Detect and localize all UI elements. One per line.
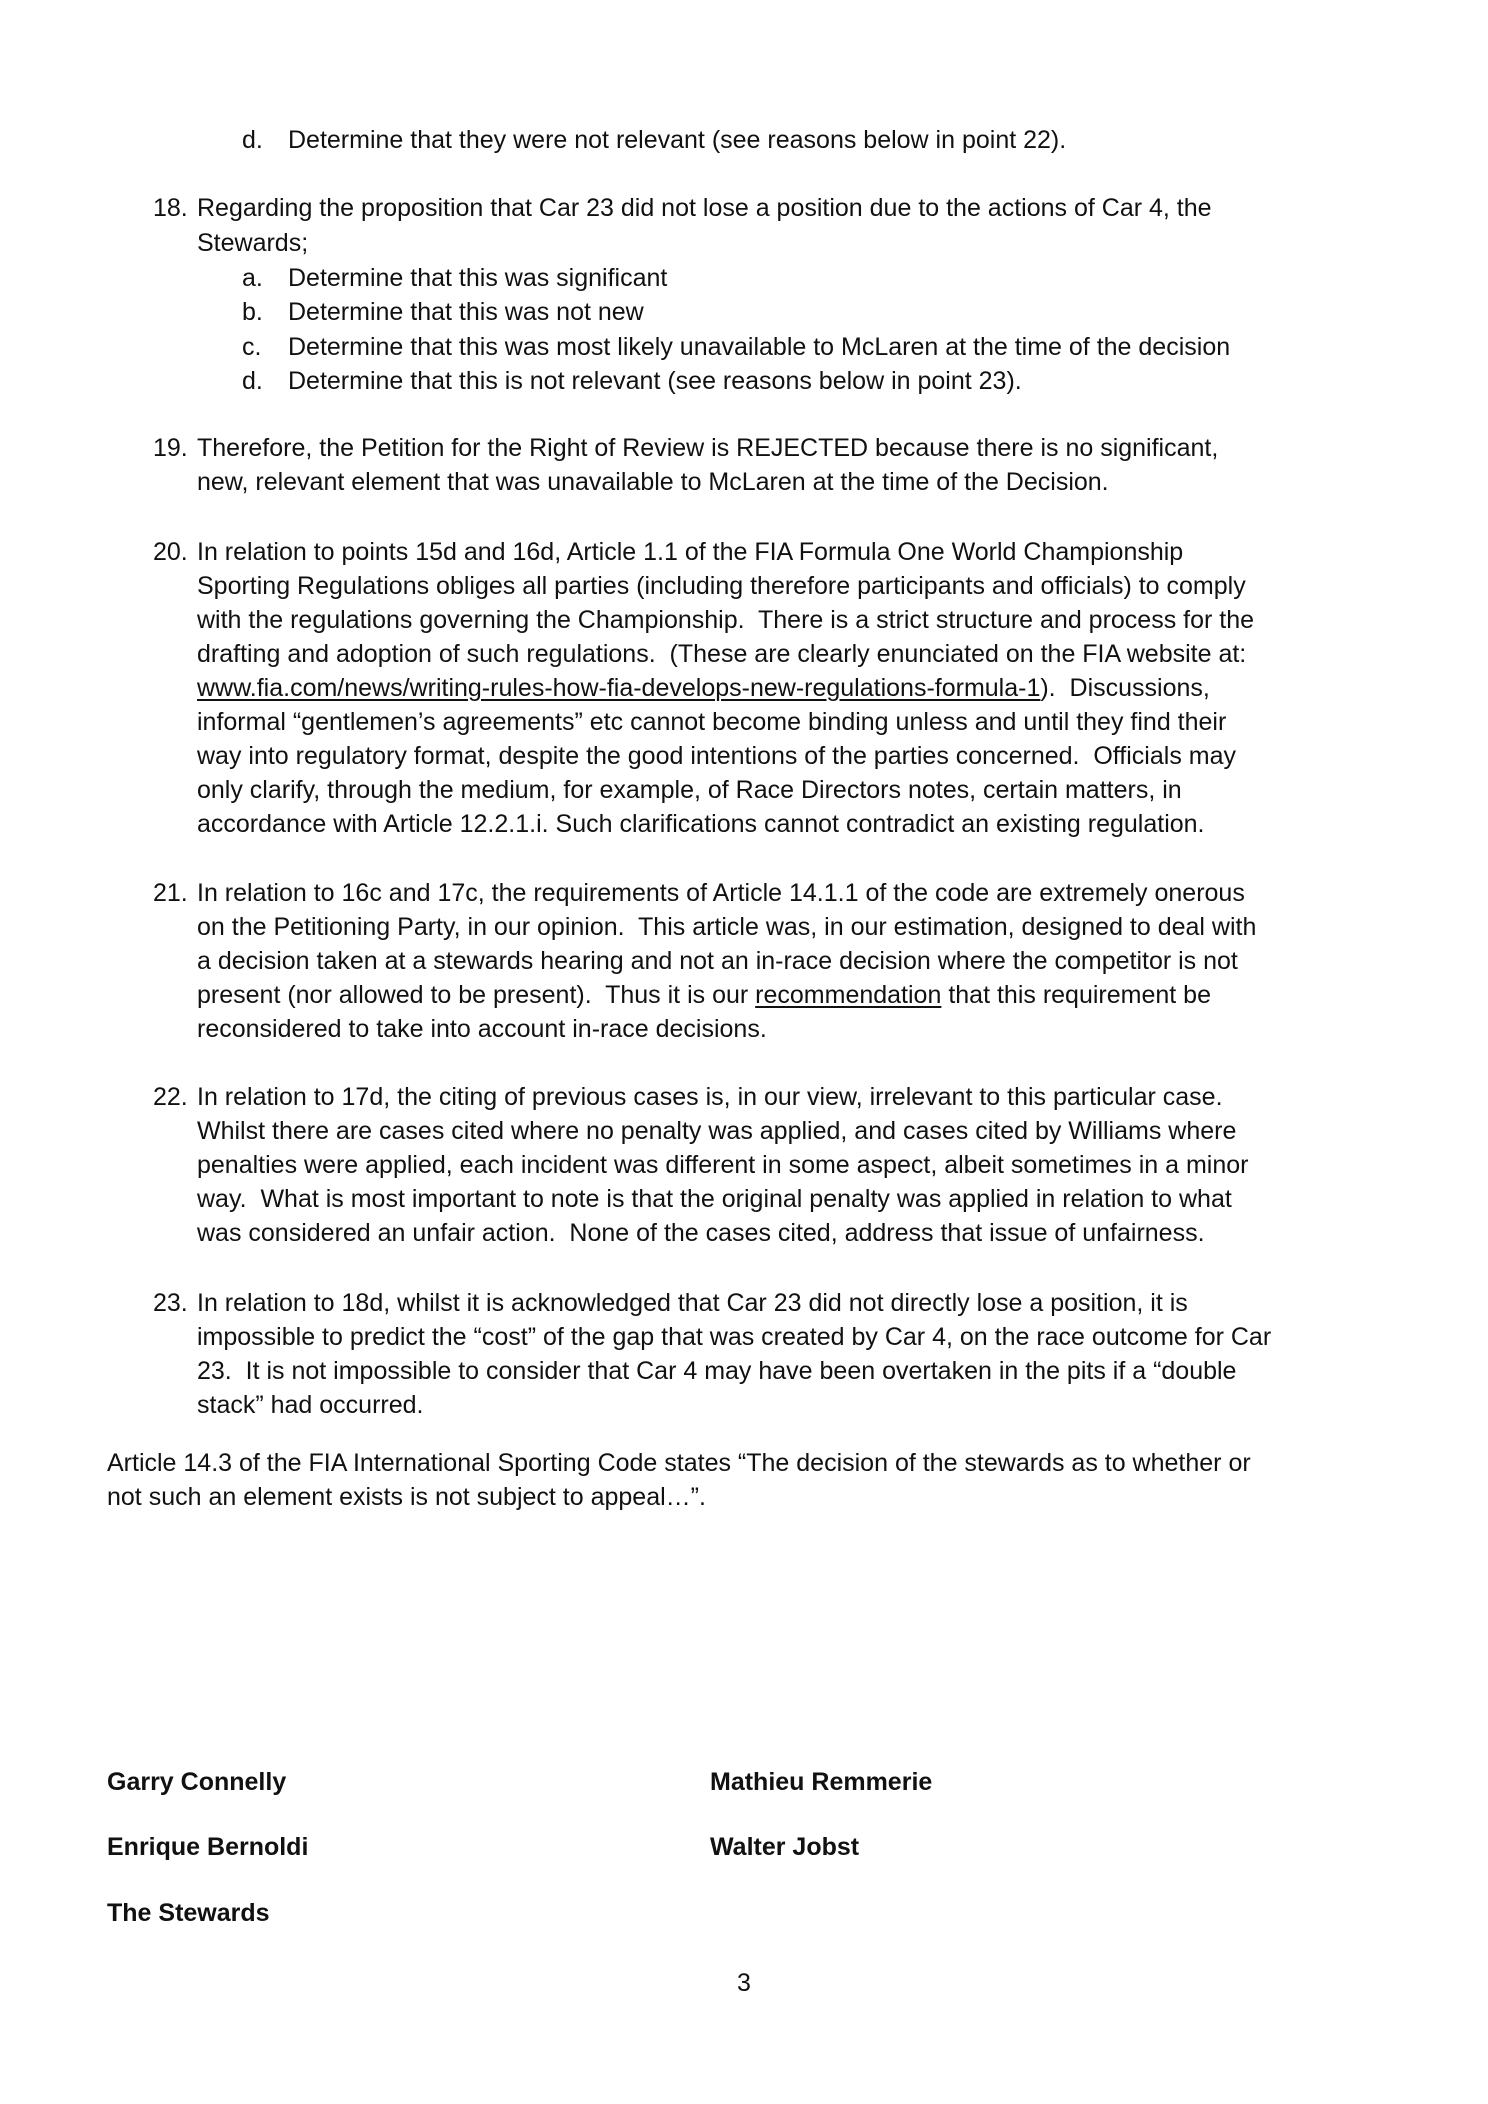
paragraph-line: reconsidered to take into account in-race decisions. xyxy=(197,1015,767,1043)
paragraph-line: Regarding the proposition that Car 23 did not lose a position due to the actions of Car 4, the xyxy=(197,194,1212,222)
paragraph-line xyxy=(197,978,1211,1012)
list-item-text: Determine that they were not relevant (see reasons below in point 22). xyxy=(288,126,1067,154)
paragraph-line: Sporting Regulations obliges all parties (including therefore participants and officials) to comply xyxy=(197,572,1246,600)
steward-name: Enrique Bernoldi xyxy=(107,1833,309,1861)
list-item-text: Determine that this was significant xyxy=(288,264,668,292)
steward-name: Mathieu Remmerie xyxy=(710,1768,933,1796)
link-suffix-text: ). Discussions, xyxy=(1040,674,1210,702)
list-marker: a. xyxy=(242,264,263,292)
paragraph-line: In relation to 17d, the citing of previous cases is, in our view, irrelevant to this particular case. xyxy=(197,1083,1223,1111)
paragraph-line: Therefore, the Petition for the Right of Review is REJECTED because there is no significant, xyxy=(197,434,1219,462)
list-item-text: Determine that this is not relevant (see reasons below in point 23). xyxy=(288,367,1022,395)
list-marker: b. xyxy=(242,298,263,326)
paragraph-number: 21. xyxy=(153,879,188,907)
underlined-recommendation: recommendation xyxy=(755,981,942,1009)
paragraph-number: 19. xyxy=(153,434,188,462)
list-item-text: Determine that this was not new xyxy=(288,298,644,326)
paragraph-number: 22. xyxy=(153,1083,188,1111)
paragraph-line: 23. It is not impossible to consider that Car 4 may have been overtaken in the pits if a “double xyxy=(197,1357,1237,1385)
steward-name: Walter Jobst xyxy=(710,1833,860,1861)
paragraph-number: 20. xyxy=(153,538,188,566)
text-run: that this requirement be xyxy=(941,981,1211,1009)
signature-footer-label: The Stewards xyxy=(107,1899,270,1927)
text-run: present (nor allowed to be present). Thus it is our xyxy=(197,981,756,1009)
paragraph-line: Whilst there are cases cited where no penalty was applied, and cases cited by Williams where xyxy=(197,1117,1237,1145)
closing-statement-line: Article 14.3 of the FIA International Sporting Code states “The decision of the stewards as to whether or xyxy=(107,1449,1251,1477)
paragraph-line: Stewards; xyxy=(197,229,309,257)
paragraph-line xyxy=(197,671,1210,705)
paragraph-line: way into regulatory format, despite the good intentions of the parties concerned. Officials may xyxy=(197,742,1236,770)
list-item-text: Determine that this was most likely unavailable to McLaren at the time of the decision xyxy=(288,333,1231,361)
fia-regulations-link[interactable]: www.fia.com/news/writing-rules-how-fia-develops-new-regulations-formula-1 xyxy=(197,674,1041,702)
paragraph-line: drafting and adoption of such regulations. (These are clearly enunciated on the FIA website at: xyxy=(197,640,1247,668)
paragraph-line: was considered an unfair action. None of the cases cited, address that issue of unfairness. xyxy=(197,1219,1205,1247)
list-marker: d. xyxy=(242,367,263,395)
paragraph-line: a decision taken at a stewards hearing and not an in-race decision where the competitor is not xyxy=(197,947,1238,975)
paragraph-line: only clarify, through the medium, for example, of Race Directors notes, certain matters, in xyxy=(197,776,1182,804)
steward-name: Garry Connelly xyxy=(107,1768,287,1796)
paragraph-number: 18. xyxy=(153,194,188,222)
list-marker: d. xyxy=(242,126,263,154)
paragraph-line: informal “gentlemen’s agreements” etc cannot become binding unless and until they find their xyxy=(197,708,1227,736)
paragraph-line: accordance with Article 12.2.1.i. Such clarifications cannot contradict an existing regulation. xyxy=(197,810,1205,838)
paragraph-line: on the Petitioning Party, in our opinion. This article was, in our estimation, designed to deal with xyxy=(197,913,1257,941)
list-marker: c. xyxy=(242,333,262,361)
paragraph-line: In relation to 16c and 17c, the requirements of Article 14.1.1 of the code are extremely onerous xyxy=(197,879,1245,907)
paragraph-line: with the regulations governing the Championship. There is a strict structure and process for the xyxy=(197,606,1255,634)
paragraph-line: penalties were applied, each incident was different in some aspect, albeit sometimes in a minor xyxy=(197,1151,1249,1179)
paragraph-line: stack” had occurred. xyxy=(197,1391,424,1419)
paragraph-line: In relation to 18d, whilst it is acknowledged that Car 23 did not directly lose a position, it is xyxy=(197,1289,1188,1317)
paragraph-line: way. What is most important to note is that the original penalty was applied in relation to what xyxy=(197,1185,1232,1213)
paragraph-line: new, relevant element that was unavailable to McLaren at the time of the Decision. xyxy=(197,468,1109,496)
paragraph-line: impossible to predict the “cost” of the gap that was created by Car 4, on the race outcome for Car xyxy=(197,1323,1272,1351)
page-number: 3 xyxy=(737,1969,751,1997)
closing-statement-line: not such an element exists is not subject to appeal…”. xyxy=(107,1483,706,1511)
paragraph-line: In relation to points 15d and 16d, Article 1.1 of the FIA Formula One World Championship xyxy=(197,538,1184,566)
paragraph-number: 23. xyxy=(153,1289,188,1317)
